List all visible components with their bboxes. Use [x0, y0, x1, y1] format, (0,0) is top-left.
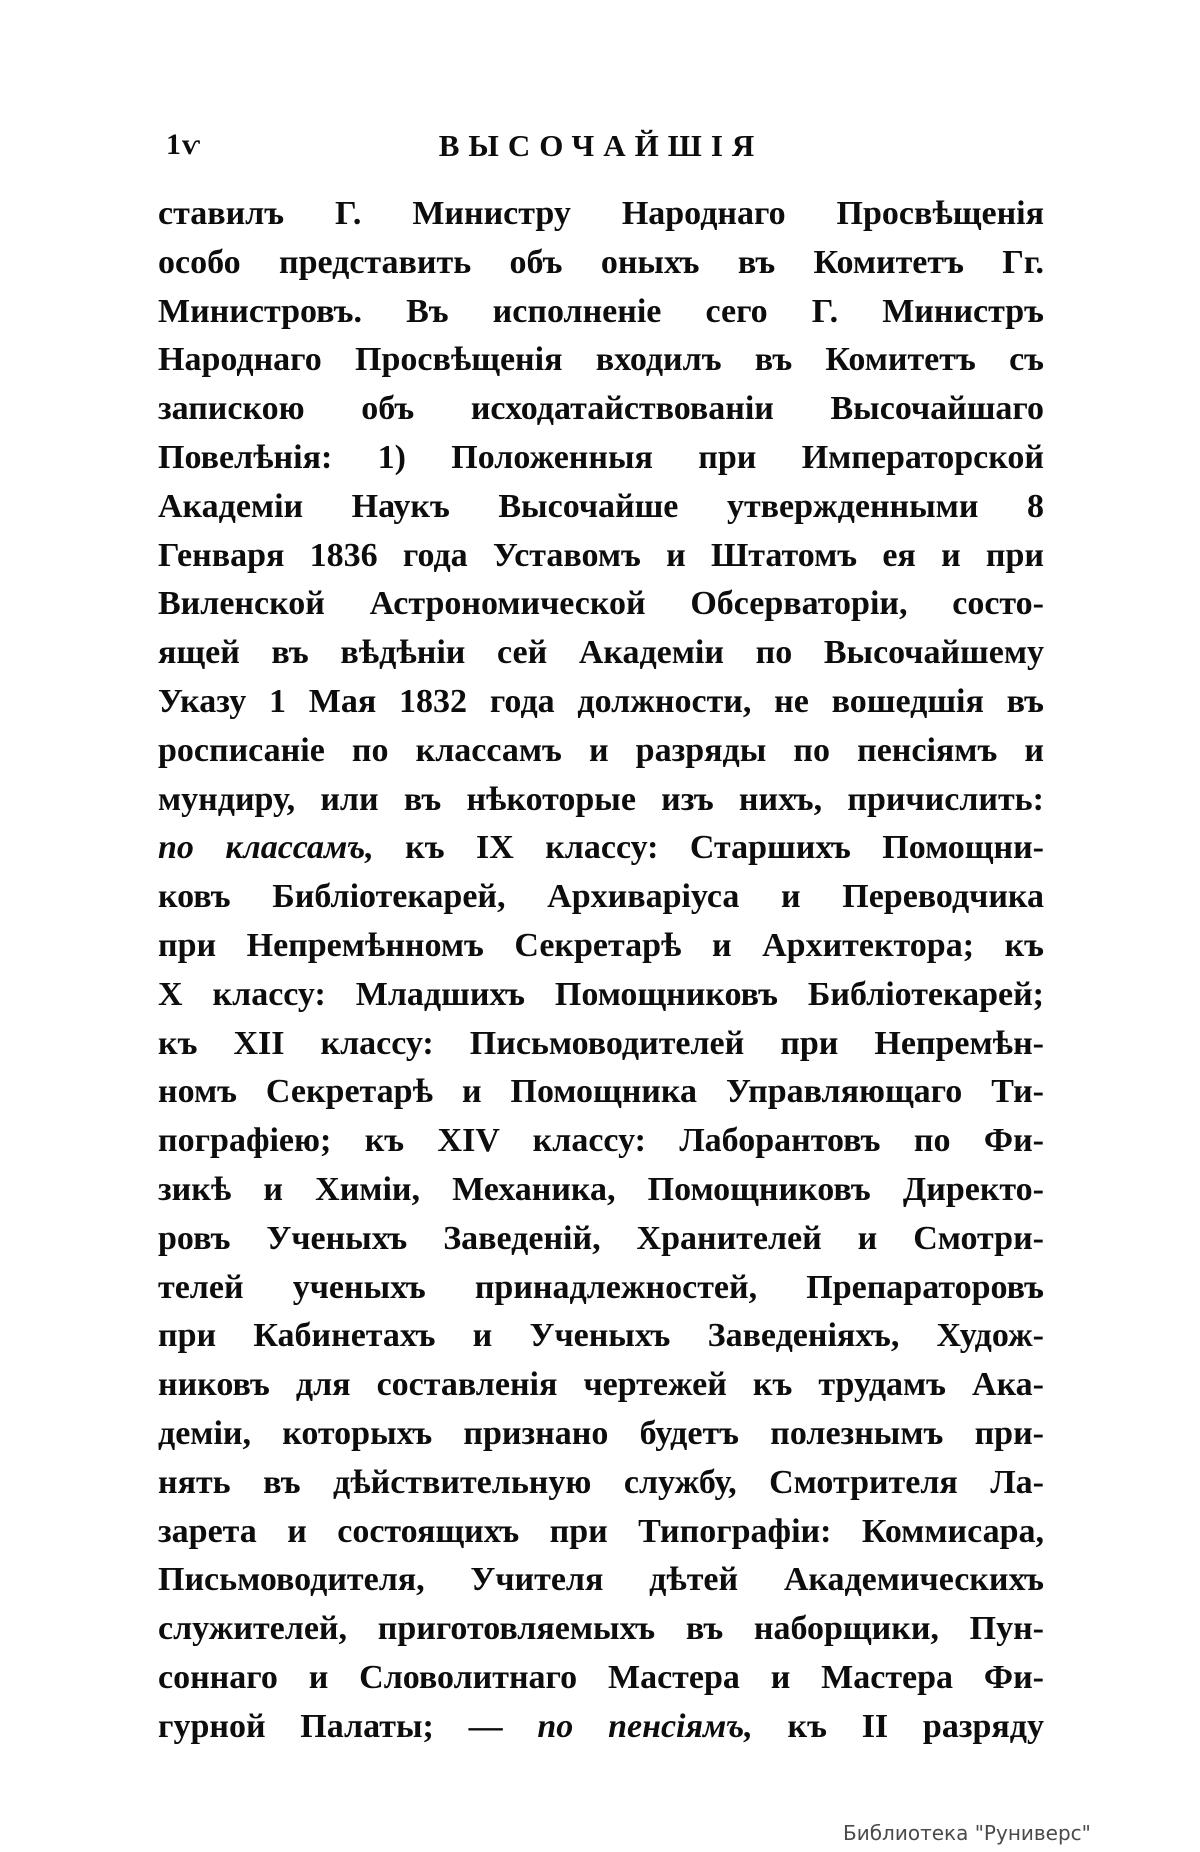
- text-line: ковъ Библіотекарей, Архиваріуса и Переводчика: [158, 878, 1044, 916]
- text-line: росписаніе по классамъ и разряды по пенсіямъ и: [158, 731, 1044, 769]
- text-line: при Непремѣнномъ Секретарѣ и Архитектора; къ: [158, 926, 1044, 964]
- page-number: 1ѵ: [166, 128, 202, 161]
- text-line: пографіею; къ XIV классу: Лаборантовъ по Фи-: [158, 1122, 1044, 1160]
- text-line-italic-lead: по классамъ, къ IX классу: Старшихъ Помощни-: [158, 829, 1044, 867]
- text-line: зикѣ и Химіи, Механика, Помощниковъ Директо-: [158, 1170, 1044, 1208]
- body-text: [158, 190, 1044, 1752]
- text-line: ровъ Ученыхъ Заведеній, Хранителей и Смотри-: [158, 1219, 1044, 1257]
- text-line: Академіи Наукъ Высочайше утвержденными 8: [158, 487, 1044, 525]
- text-line: мундиру, или въ нѣкоторые изъ нихъ, причислить:: [158, 780, 1044, 818]
- text-line: Повелѣнія: 1) Положенныя при Императорской: [158, 438, 1044, 476]
- italic-phrase: по пенсіямъ,: [537, 1707, 753, 1745]
- text-line: къ XII классу: Письмоводителей при Непремѣн-: [158, 1024, 1044, 1062]
- text-line: ящей въ вѣдѣніи сей Академіи по Высочайшему: [158, 634, 1044, 672]
- text-line: ставилъ Г. Министру Народнаго Просвѣщенія: [158, 195, 1044, 232]
- text-line: номъ Секретарѣ и Помощника Управляющаго Ти-: [158, 1073, 1044, 1111]
- text-line: служителей, приготовляемыхъ въ наборщики, Пун-: [158, 1610, 1044, 1648]
- text-line-italic-inline: гурной Палаты; — по пенсіямъ, къ II разряду: [158, 1707, 1044, 1745]
- text-line: Генваря 1836 года Уставомъ и Штатомъ ея и при: [158, 536, 1044, 574]
- italic-phrase: по классамъ,: [158, 829, 374, 867]
- text-line: X классу: Младшихъ Помощниковъ Библіотекарей;: [158, 975, 1044, 1013]
- text-line: соннаго и Словолитнаго Мастера и Мастера Фи-: [158, 1658, 1044, 1696]
- text-line: деміи, которыхъ признано будетъ полезнымъ при-: [158, 1414, 1044, 1452]
- text-line: телей ученыхъ принадлежностей, Препараторовъ: [158, 1268, 1044, 1306]
- text-line: при Кабинетахъ и Ученыхъ Заведеніяхъ, Худож-: [158, 1317, 1044, 1355]
- text-line: Виленской Астрономической Обсерваторіи, состо-: [158, 585, 1044, 623]
- text-line: Министровъ. Въ исполненіе сего Г. Министръ: [158, 292, 1044, 330]
- running-title: ВЫСОЧАЙШІЯ: [438, 128, 764, 163]
- text-line: зарета и состоящихъ при Типографіи: Коммисара,: [158, 1512, 1044, 1550]
- text-line: нять въ дѣйствительную службу, Смотрителя Ла-: [158, 1463, 1044, 1501]
- library-watermark: Библиотека "Руниверс": [843, 1821, 1091, 1845]
- text-line: Письмоводителя, Учителя дѣтей Академическихъ: [158, 1561, 1044, 1599]
- text-line: никовъ для составленія чертежей къ трудамъ Ака-: [158, 1366, 1044, 1404]
- page-header: [158, 128, 1044, 172]
- text-line: Указу 1 Мая 1832 года должности, не вошедшія въ: [158, 682, 1044, 720]
- text-line: запискою объ исходатайствованіи Высочайшаго: [158, 390, 1044, 428]
- text-line: Народнаго Просвѣщенія входилъ въ Комитетъ съ: [158, 341, 1044, 379]
- text-line: особо представить объ оныхъ въ Комитетъ Гг.: [158, 243, 1044, 281]
